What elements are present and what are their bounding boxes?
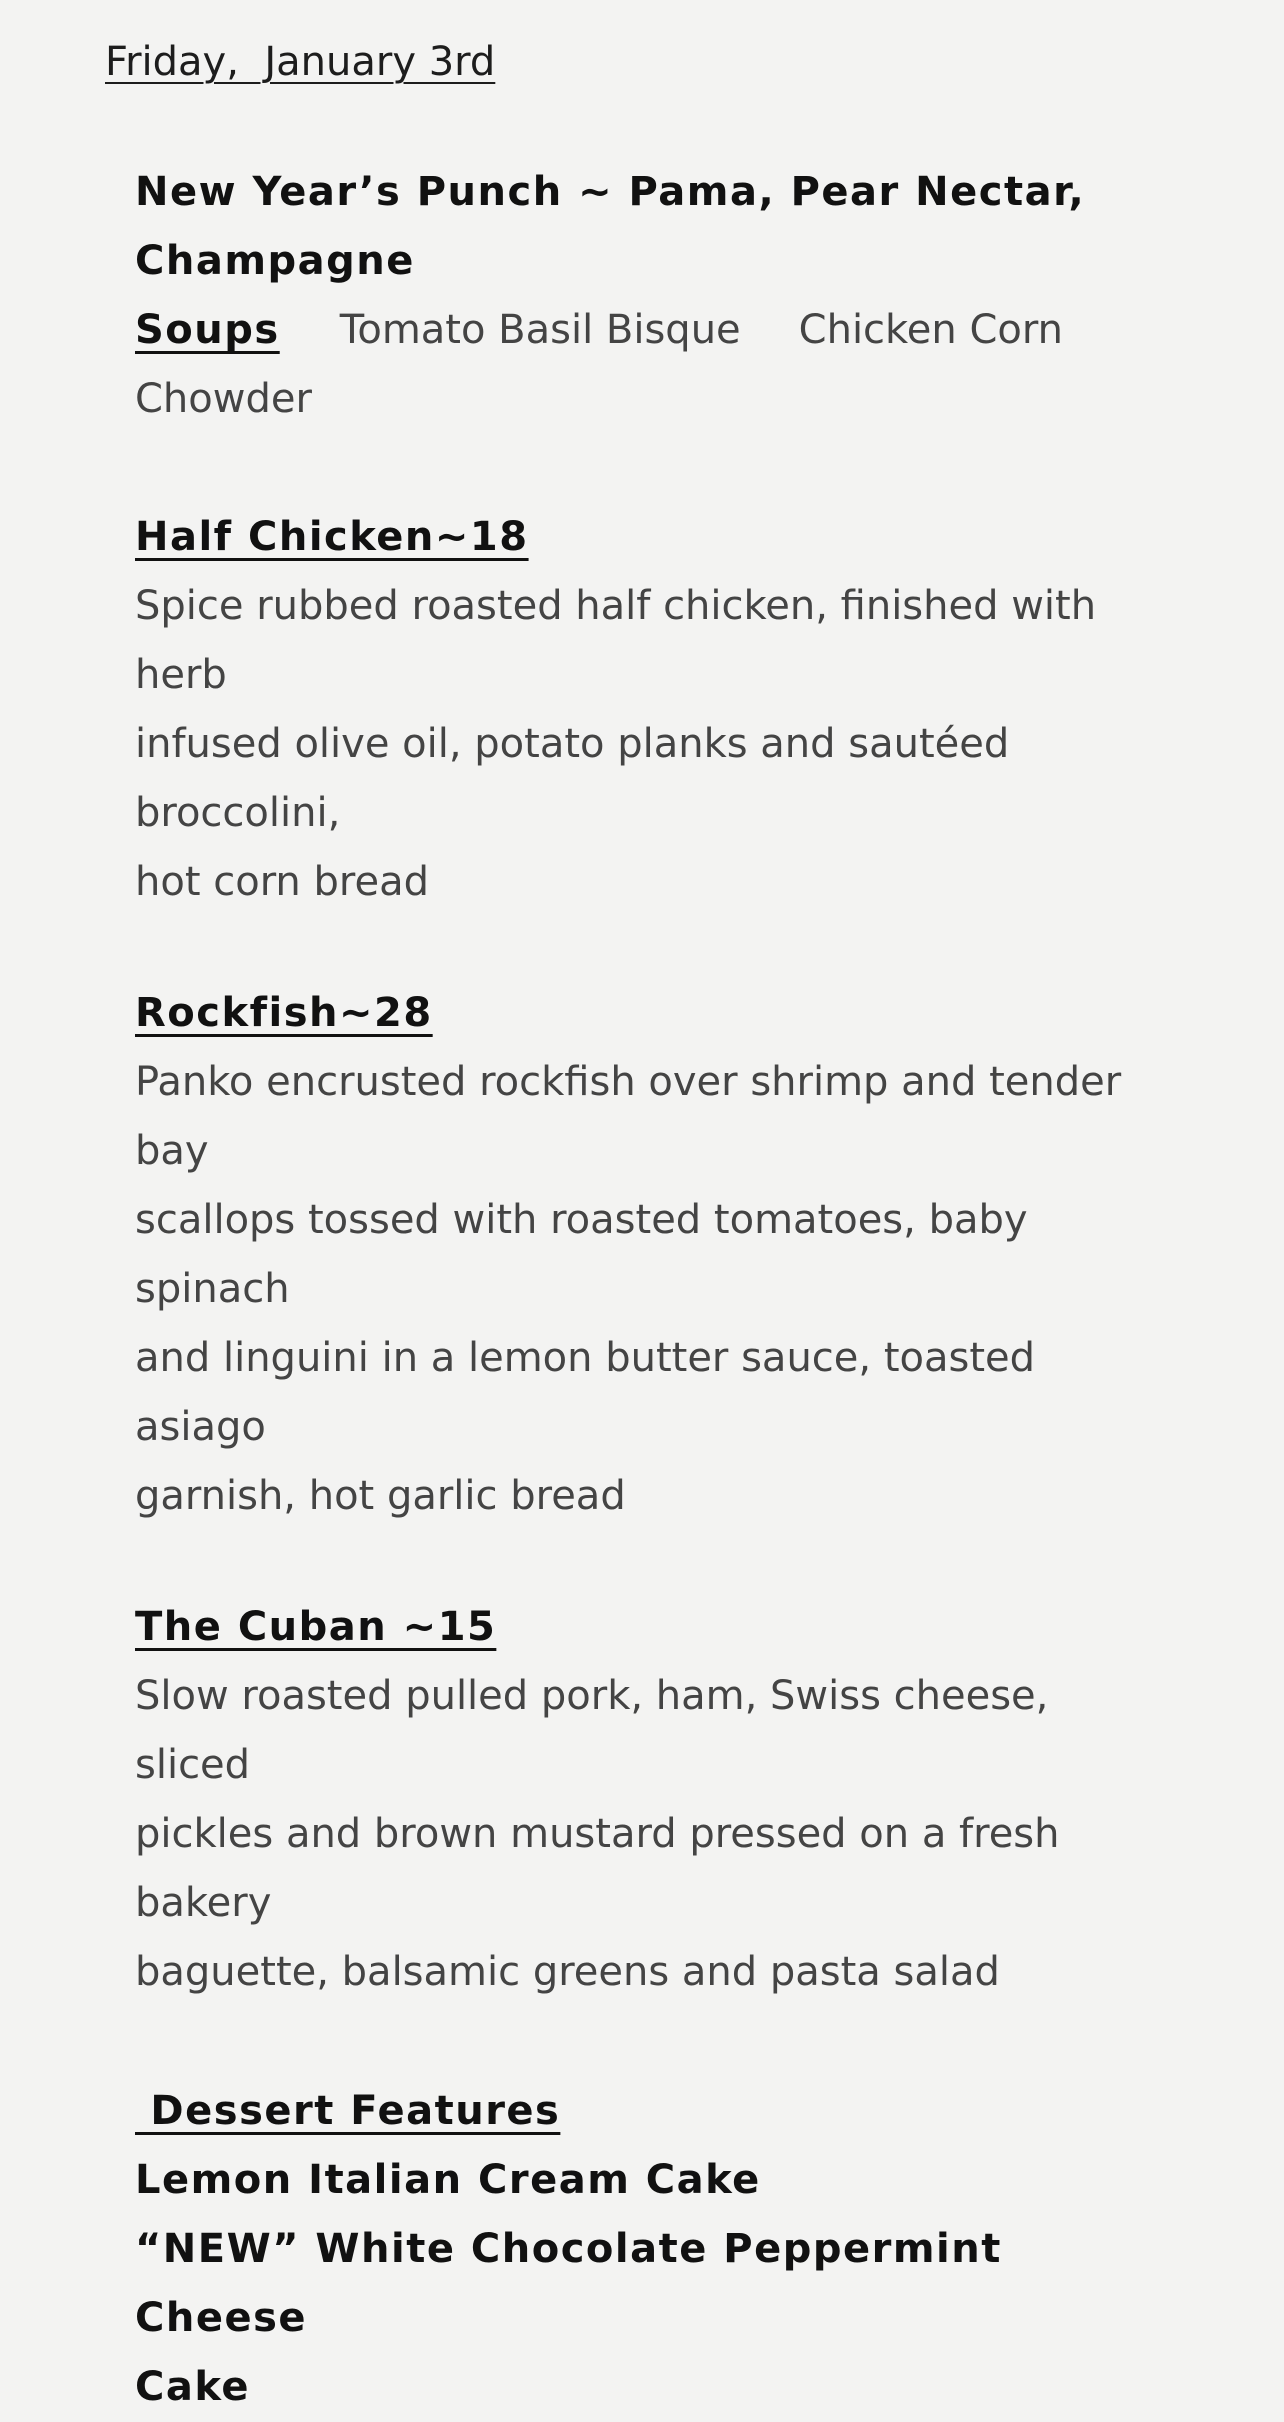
dessert-item: “NEW” White Chocolate Peppermint Cheese	[135, 2226, 1002, 2341]
soup-item-tomato: Tomato Basil Bisque	[339, 307, 741, 353]
section-heading: Rockfish~28	[135, 990, 433, 1036]
menu-section-rockfish	[135, 979, 1155, 1531]
description-line: infused olive oil, potato planks and sautéed	[135, 721, 1010, 767]
section-heading: The Cuban ~15	[135, 1604, 497, 1650]
description-line: pickles and brown mustard pressed on a fresh bakery	[135, 1811, 1060, 1926]
punch-line-2: Champagne	[135, 238, 415, 284]
description-line: hot corn bread	[135, 859, 429, 905]
dessert-item: Cake	[135, 2364, 251, 2410]
menu-section-half-chicken	[135, 503, 1155, 917]
menu-date: Friday, January 3rd	[105, 39, 496, 85]
description-line: and linguini in a lemon butter sauce, toasted asiago	[135, 1335, 1036, 1450]
dessert-item: Lemon Italian Cream Cake	[135, 2157, 761, 2203]
description-line: baguette, balsamic greens and pasta salad	[135, 1949, 1000, 1995]
menu-section-cuban	[135, 1593, 1155, 2007]
dessert-heading: Dessert Features	[135, 2088, 561, 2134]
soups-row	[135, 296, 1155, 365]
description-line: Slow roasted pulled pork, ham, Swiss cheese, sliced	[135, 1673, 1049, 1788]
description-line: Panko encrusted rockfish over shrimp and tender bay	[135, 1059, 1122, 1174]
punch-line-1: New Year’s Punch ~ Pama, Pear Nectar,	[135, 169, 1086, 215]
description-line: broccolini,	[135, 790, 341, 836]
description-line: scallops tossed with roasted tomatoes, baby spinach	[135, 1197, 1028, 1312]
soup-item-chowder-part2: Chowder	[135, 376, 312, 422]
daily-menu	[135, 158, 1155, 2422]
menu-section-desserts	[135, 2077, 1155, 2422]
section-heading: Half Chicken~18	[135, 514, 529, 560]
soup-item-chowder-part1: Chicken Corn	[798, 307, 1063, 353]
description-line: garnish, hot garlic bread	[135, 1473, 626, 1519]
description-line: Spice rubbed roasted half chicken, finished with herb	[135, 583, 1097, 698]
soups-heading: Soups	[135, 307, 280, 353]
